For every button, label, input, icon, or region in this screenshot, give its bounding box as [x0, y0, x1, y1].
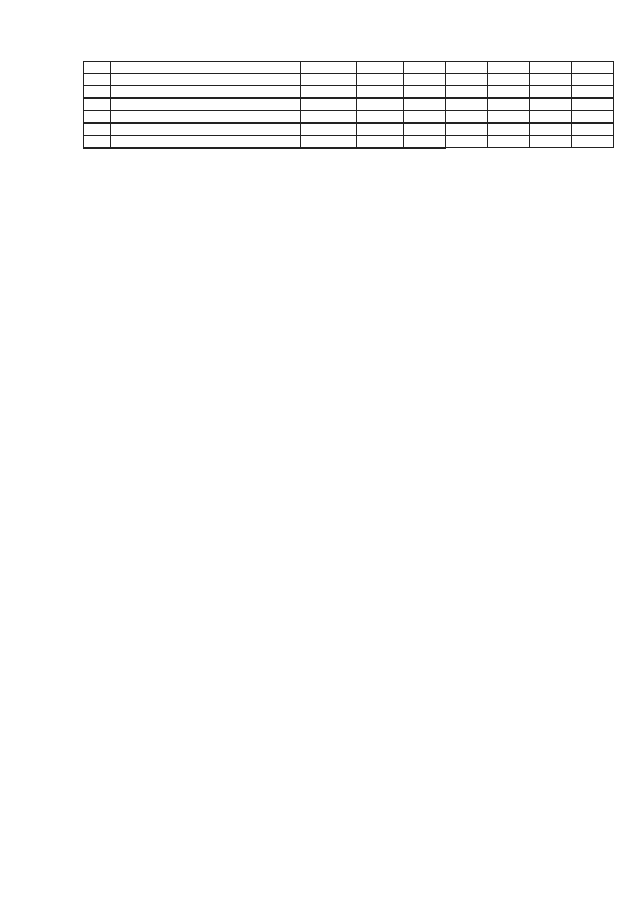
row-value	[357, 148, 404, 149]
row-value	[446, 124, 488, 136]
row-value	[530, 124, 572, 136]
row-name	[111, 148, 301, 149]
row-unit	[301, 124, 357, 136]
row-name	[111, 124, 301, 136]
row-value	[488, 86, 530, 98]
row-value	[488, 99, 530, 111]
row-name	[111, 86, 301, 98]
row-value	[446, 136, 488, 148]
row-value	[446, 74, 488, 86]
header-cell	[357, 62, 404, 74]
table-row	[84, 86, 614, 98]
table-row	[84, 99, 614, 111]
row-unit	[301, 136, 357, 148]
header-cell	[446, 62, 488, 74]
row-number	[84, 86, 111, 98]
row-value	[488, 111, 530, 123]
row-value	[572, 74, 614, 86]
table-row	[84, 111, 614, 123]
header-cell	[404, 62, 446, 74]
row-value	[404, 86, 446, 98]
row-name	[111, 99, 301, 111]
row-value	[488, 136, 530, 148]
table-row	[84, 124, 614, 136]
row-value	[446, 86, 488, 98]
row-value	[530, 136, 572, 148]
row-number	[84, 148, 111, 149]
header-cell	[530, 62, 572, 74]
row-value	[357, 99, 404, 111]
header-cell	[488, 62, 530, 74]
row-value	[572, 136, 614, 148]
row-unit	[301, 148, 357, 149]
row-name	[111, 111, 301, 123]
row-value	[530, 99, 572, 111]
row-value	[404, 136, 446, 148]
row-value	[530, 86, 572, 98]
header-cell	[111, 62, 301, 74]
row-value	[404, 99, 446, 111]
row-value	[404, 74, 446, 86]
row-value	[530, 74, 572, 86]
row-value	[572, 111, 614, 123]
row-value	[357, 86, 404, 98]
row-value	[404, 111, 446, 123]
row-number	[84, 111, 111, 123]
row-value	[488, 124, 530, 136]
row-value	[357, 111, 404, 123]
row-number	[84, 99, 111, 111]
table-row	[84, 136, 614, 148]
row-unit	[301, 111, 357, 123]
header-cell	[84, 62, 111, 74]
row-value	[357, 74, 404, 86]
header-cell	[572, 62, 614, 74]
row-unit	[301, 86, 357, 98]
row-number	[84, 74, 111, 86]
row-unit	[301, 74, 357, 86]
row-unit	[301, 99, 357, 111]
row-value	[572, 99, 614, 111]
row-number	[84, 136, 111, 148]
row-value	[572, 124, 614, 136]
header-cell	[301, 62, 357, 74]
row-number	[84, 124, 111, 136]
row-value	[404, 124, 446, 136]
row-value	[357, 136, 404, 148]
row-value	[446, 99, 488, 111]
row-value	[488, 74, 530, 86]
table-header-row	[84, 62, 614, 74]
row-value	[404, 148, 446, 149]
row-value	[572, 86, 614, 98]
row-value	[357, 124, 404, 136]
table-row	[84, 148, 614, 149]
row-value	[446, 111, 488, 123]
row-value	[530, 111, 572, 123]
budget-table	[83, 61, 614, 149]
row-name	[111, 74, 301, 86]
row-name	[111, 136, 301, 148]
table-row	[84, 74, 614, 86]
